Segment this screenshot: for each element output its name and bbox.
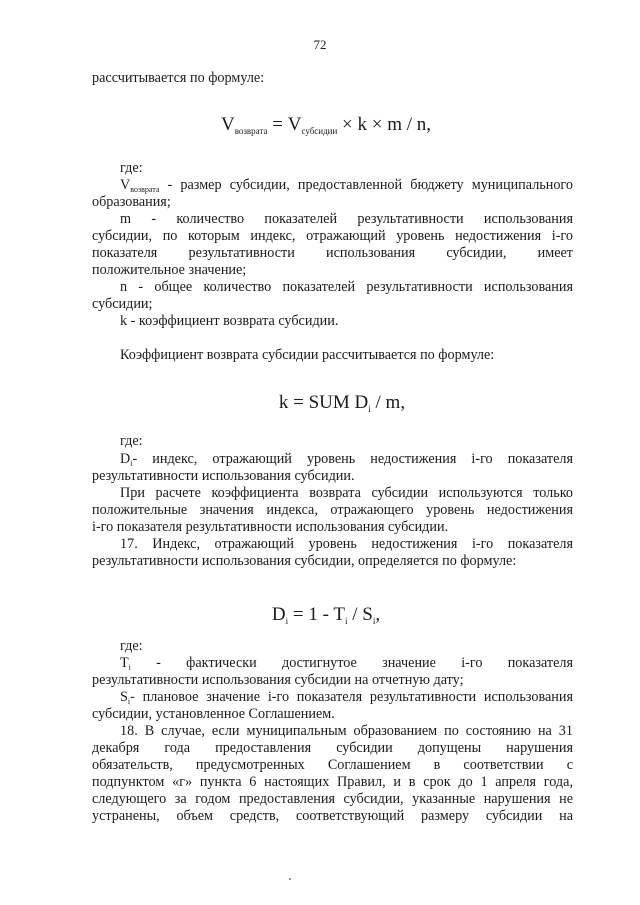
paragraph-18-line5: следующего за годом предоставления субсидии, указанные нарушения не xyxy=(92,791,573,807)
page-number: 72 xyxy=(313,37,327,52)
definition-v-line2: образования; xyxy=(92,194,171,210)
paragraph-18-line6: устранены, объем средств, соответствующий размеру субсидии на xyxy=(92,808,573,824)
where-label-1: где: xyxy=(120,160,143,176)
where-label-2: где: xyxy=(120,433,143,449)
paragraph-18-line2: декабря года предоставления субсидии допущены нарушения xyxy=(92,740,573,756)
scan-speck xyxy=(289,878,291,880)
definition-n-line2: субсидии; xyxy=(92,296,153,312)
formula-return-volume: $V_{возврата} = V_{субсидии} \times k \times m / n$, xyxy=(220,114,432,136)
paragraph-calc-line3: i-го показателя результативности использования субсидии. xyxy=(92,519,449,535)
definition-k: k - коэффициент возврата субсидии. xyxy=(120,313,339,329)
definition-t-line1: $T_i$ - фактически достигнутое значение i-го показателя xyxy=(120,655,573,672)
paragraph-17-line2: результативности использования субсидии, определяется по формуле: xyxy=(92,553,517,569)
definition-n-line1: n - общее количество показателей результативности использования xyxy=(120,279,573,295)
where-label-3: где: xyxy=(120,638,143,654)
definition-d-line1: $D_i-$ индекс, отражающий уровень недостижения i-го показателя xyxy=(120,451,573,468)
coefficient-intro: Коэффициент возврата субсидии рассчитывается по формуле: xyxy=(120,347,495,363)
paragraph-calc-line2: положительные значения индекса, отражающего уровень недостижения xyxy=(92,502,573,518)
paragraph-17-line1: 17. Индекс, отражающий уровень недостижения i-го показателя xyxy=(120,536,573,552)
paragraph-18-line1: 18. В случае, если муниципальным образованием по состоянию на 31 xyxy=(120,723,573,739)
definition-m-line4: положительное значение; xyxy=(92,262,247,278)
definition-m-line2: субсидии, по которым индекс, отражающий уровень недостижения i-го xyxy=(92,228,573,244)
definition-v-line1: $V_{возврата}$ - размер субсидии, предоставленной бюджету муниципального xyxy=(120,177,573,194)
definition-m-line1: m - количество показателей результативности использования xyxy=(120,211,573,227)
definition-s-line2: субсидии, установленное Соглашением. xyxy=(92,706,335,722)
intro-text: рассчитывается по формуле: xyxy=(92,70,265,86)
paragraph-18-line4: подпунктом «г» пункта 6 настоящих Правил, и в срок до 1 апреля года, xyxy=(92,774,573,790)
paragraph-18-line3: обязательств, предусмотренных Соглашением в соответствии с xyxy=(92,757,573,773)
definition-d-line2: результативности использования субсидии. xyxy=(92,468,355,484)
definition-m-line3: показателя результативности использования субсидии, имеет xyxy=(92,245,573,261)
formula-index: $D_i = 1 - T_i / S_i$, xyxy=(271,604,381,626)
definition-s-line1: $S_i-$ плановое значение i-го показателя результативности использования xyxy=(120,689,573,706)
definition-t-line2: результативности использования субсидии на отчетную дату; xyxy=(92,672,464,688)
formula-coefficient: k = SUM $D_i$ / m, xyxy=(278,392,406,414)
paragraph-calc-line1: При расчете коэффициента возврата субсидии используются только xyxy=(120,485,573,501)
